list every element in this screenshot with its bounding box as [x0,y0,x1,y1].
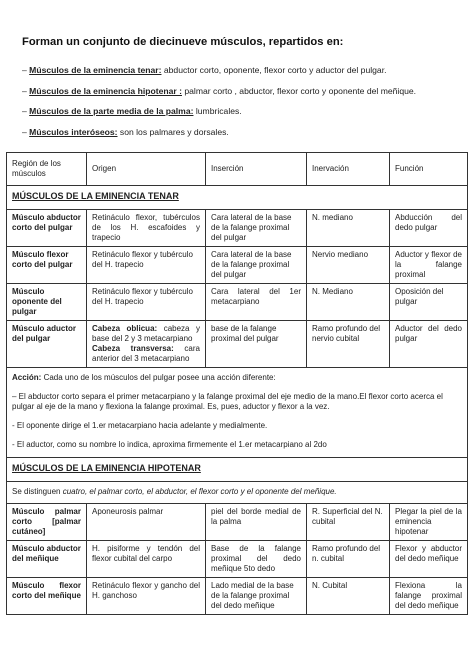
inervacion-cell: Nervio mediano [307,247,390,284]
insercion-cell: Cara lateral del 1er metacarpiano [206,284,307,321]
inervacion-cell: Ramo profundo del n. cubital [307,540,390,577]
origen-cell: H. pisiforme y tendón del flexor cubital del carpo [87,540,206,577]
muscle-name: Músculo palmar corto [palmar cutáneo] [7,503,87,540]
origen-cell: Cabeza oblicua: cabeza y base del 2 y 3 metacarpiano Cabeza transversa: cara anterior del 3 metacarpiano [87,321,206,368]
table-row [7,540,468,577]
muscle-name: Músculo abductor del meñique [7,540,87,577]
intro-item-hipotenar: – Músculos de la eminencia hipotenar : palmar corto , abductor, flexor corto y oponente del meñique. [22,86,417,96]
header-inervacion: Inervación [307,153,390,186]
insercion-cell: piel del borde medial de la palma [206,503,307,540]
table-row [7,210,468,247]
muscle-name: Músculo flexor corto del meñique [7,577,87,614]
intro-label: Músculos de la eminencia tenar: [29,65,162,75]
inervacion-cell: Ramo profundo del nervio cubital [307,321,390,368]
table-header-row [7,153,468,186]
section-title-hipotenar: MÚSCULOS DE LA EMINENCIA HIPOTENAR [12,463,201,474]
accion-paragraph: – El abductor corto separa el primer metacarpiano y la falange proximal del eje medio de la mano.El flexor corto acerca el pulgar al eje de la mano y flexiona la falange proximal. Es, pues, aductor y flexor a la vez. [12,392,443,412]
inervacion-cell: N. mediano [307,210,390,247]
header-origen: Origen [87,153,206,186]
funcion-cell: Plegar la piel de la eminencia hipotenar [390,503,468,540]
inervacion-cell: N. Mediano [307,284,390,321]
table-row [7,321,468,368]
page-title: Forman un conjunto de diecinueve músculos, repartidos en: [22,36,344,48]
muscles-table [6,152,468,615]
section-row-tenar [7,186,468,210]
table-row [7,577,468,614]
table-row [7,247,468,284]
insercion-cell: base de la falange proximal del pulgar [206,321,307,368]
origen-cell: Retináculo flexor, tubérculos de los H. escafoides y trapecio [87,210,206,247]
intro-label: Músculos interóseos: [29,127,118,137]
origen-cell: Aponeurosis palmar [87,503,206,540]
funcion-cell: Aductor y flexor de la falange proximal [390,247,468,284]
funcion-cell: Flexiona la falange proximal del dedo meñique [390,577,468,614]
intro-label: Músculos de la parte media de la palma: [29,106,194,116]
accion-cell: Acción: Cada uno de los músculos del pulgar posee una acción diferente: – El abductor corto separa el primer metacarpiano y la falange proximal del eje medio de la mano.El flexor corto acerca el pulgar al eje de la mano y flexiona la falange proximal. Es, pues, aductor y flexor a la vez. - El oponente dirige el 1.er metacarpiano hacia adelante y medialmente. - El aductor, como su nombre lo indica, aproxima firmemente el 1.er metacarpiano al 2do [7,368,468,458]
muscle-name: Músculo oponente del pulgar [7,284,87,321]
inervacion-cell: R. Superficial del N. cubital [307,503,390,540]
insercion-cell: Lado medial de la base de la falange proximal del dedo meñique [206,577,307,614]
header-funcion: Función [390,153,468,186]
intro-item-tenar: – Músculos de la eminencia tenar: abductor corto, oponente, flexor corto y aductor del pulgar. [22,65,387,75]
hipotenar-intro: Se distinguen cuatro, el palmar corto, el abductor, el flexor corto y el oponente del meñique. [7,481,468,503]
header-region: Región de los músculos [7,153,87,186]
header-insercion: Inserción [206,153,307,186]
hipotenar-intro-row [7,481,468,503]
funcion-cell: Abducción del dedo pulgar [390,210,468,247]
inervacion-cell: N. Cubital [307,577,390,614]
accion-paragraph: - El oponente dirige el 1.er metacarpiano hacia adelante y medialmente. [12,421,268,431]
funcion-cell: Aductor del dedo pulgar [390,321,468,368]
intro-label: Músculos de la eminencia hipotenar : [29,86,182,96]
intro-item-interoseos: – Músculos interóseos: son los palmares y dorsales. [22,127,229,137]
origen-cell: Retináculo flexor y gancho del H. ganchoso [87,577,206,614]
funcion-cell: Flexor y abductor del dedo meñique [390,540,468,577]
insercion-cell: Cara lateral de la base de la falange proximal del pulgar [206,247,307,284]
insercion-cell: Base de la falange proximal del dedo meñique 5to dedo [206,540,307,577]
accion-label: Acción: [12,373,42,383]
muscle-name: Músculo abductor corto del pulgar [7,210,87,247]
origen-cell: Retináculo flexor y tubérculo del H. trapecio [87,247,206,284]
section-title-tenar: MÚSCULOS DE LA EMINENCIA TENAR [12,191,179,201]
insercion-cell: Cara lateral de la base de la falange proximal del pulgar [206,210,307,247]
table-row [7,284,468,321]
origen-cell: Retináculo flexor y tubérculo del H. trapecio [87,284,206,321]
muscle-name: Músculo flexor corto del pulgar [7,247,87,284]
section-row-hipotenar [7,458,468,481]
accion-row [7,368,468,458]
muscle-name: Músculo aductor del pulgar [7,321,87,368]
intro-item-palma: – Músculos de la parte media de la palma: lumbricales. [22,106,242,116]
accion-paragraph: - El aductor, como su nombre lo indica, aproxima firmemente el 1.er metacarpiano al 2do [12,440,327,450]
funcion-cell: Oposición del pulgar [390,284,468,321]
table-row [7,503,468,540]
